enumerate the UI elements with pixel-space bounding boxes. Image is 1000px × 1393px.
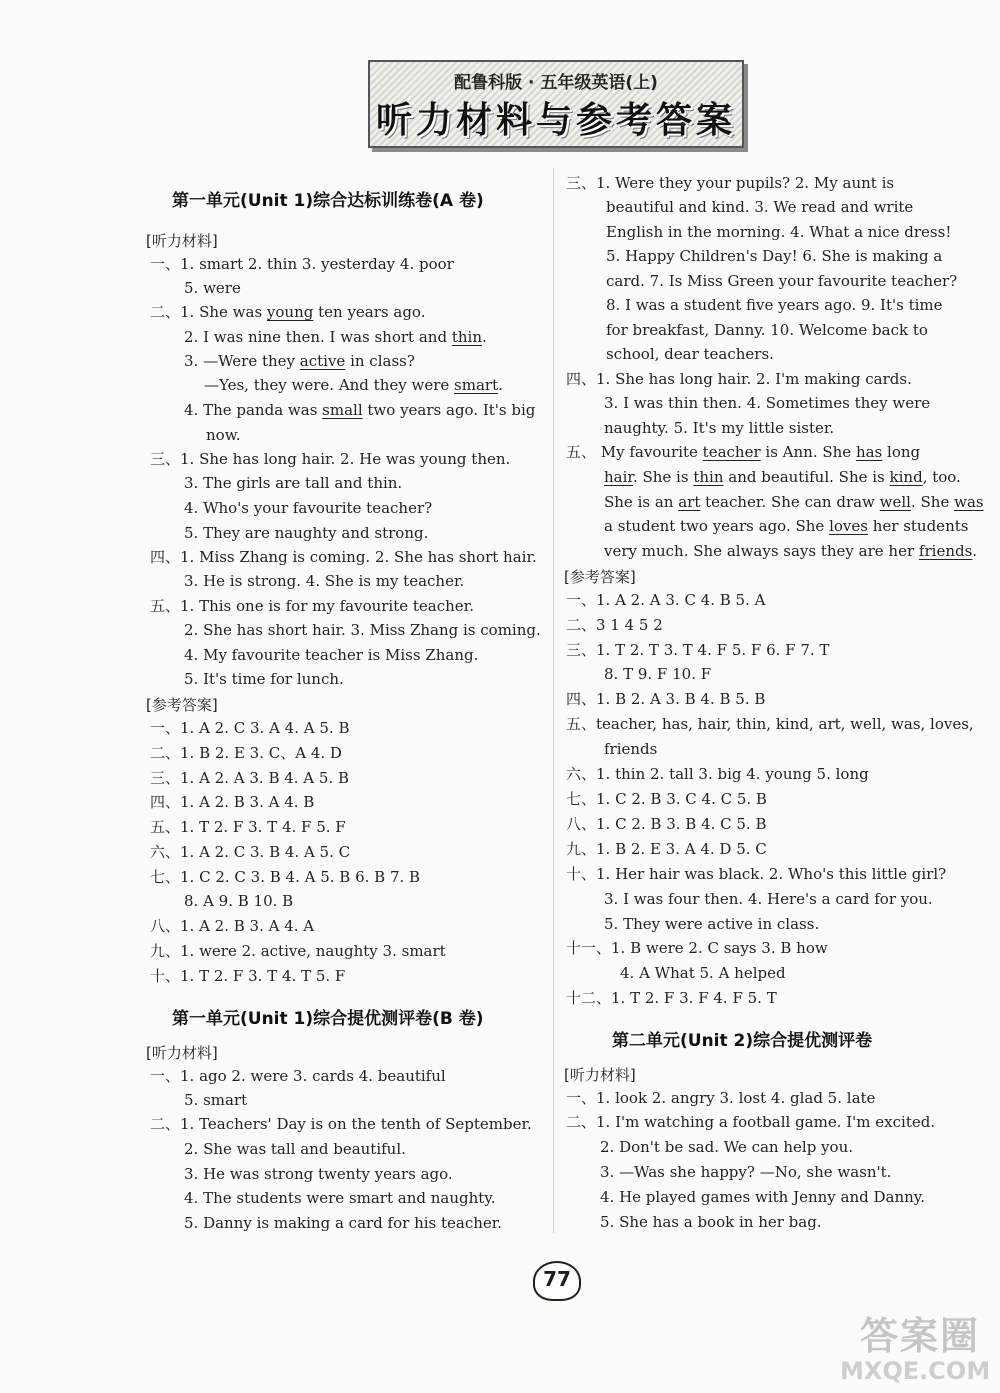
text-line	[184, 620, 541, 640]
line-text: 十、1. Her hair was black. 2. Who's this little girl?	[566, 865, 947, 883]
text-line	[606, 246, 942, 266]
text-line	[606, 344, 774, 364]
page-number-badge	[515, 1257, 595, 1301]
line-text: 四、1. Miss Zhang is coming. 2. She has short hair.	[150, 548, 537, 566]
line-text: 九、1. were 2. active, naughty 3. smart	[150, 942, 446, 960]
line-text: now.	[206, 426, 241, 444]
text-line	[566, 173, 894, 193]
text-line	[150, 1066, 446, 1086]
text-line	[184, 1188, 496, 1208]
section-title: 第二单元(Unit 2)综合提优测评卷	[612, 1031, 873, 1051]
underlined-word: small	[322, 401, 363, 419]
line-text: . She	[910, 493, 955, 511]
line-text: ten years ago.	[313, 303, 426, 321]
line-text: 5. They are naughty and strong.	[184, 524, 429, 542]
text-line	[606, 271, 957, 291]
line-text: 8. A 9. B 10. B	[184, 892, 294, 910]
text-line	[150, 966, 345, 986]
text-line	[566, 814, 767, 834]
text-line	[604, 418, 834, 438]
text-line	[566, 1112, 935, 1132]
line-text: 七、1. C 2. B 3. C 4. C 5. B	[566, 790, 767, 808]
line-text: for breakfast, Danny. 10. Welcome back to	[606, 321, 928, 339]
underlined-word: well	[879, 493, 911, 511]
text-line	[604, 393, 930, 413]
underlined-word: smart	[454, 376, 499, 394]
text-line	[204, 375, 503, 395]
line-text: 四、1. B 2. A 3. B 4. B 5. B	[566, 690, 766, 708]
line-text: 8. T 9. F 10. F	[604, 665, 712, 683]
text-line	[150, 792, 314, 812]
text-line	[150, 867, 420, 887]
line-text: 3. I was thin then. 4. Sometimes they were	[604, 394, 931, 412]
line-text: 5. They were active in class.	[604, 915, 820, 933]
line-text: 二、1. I'm watching a football game. I'm excited.	[566, 1113, 936, 1131]
line-text: 五、teacher, has, hair, thin, kind, art, well, was, loves,	[566, 715, 974, 733]
text-line	[566, 689, 765, 709]
line-text: 二、1. She was	[150, 303, 267, 321]
column-divider	[553, 168, 554, 1233]
text-line	[606, 197, 913, 217]
line-text: 一、1. A 2. C 3. A 4. A 5. B	[150, 719, 350, 737]
text-line	[600, 1187, 925, 1207]
text-line	[604, 914, 819, 934]
underlined-word: kind	[889, 468, 923, 486]
text-line	[566, 714, 974, 734]
line-text: She is an	[604, 493, 679, 511]
underlined-word: was	[954, 493, 984, 511]
line-text: 5. Danny is making a card for his teacher.	[184, 1214, 503, 1232]
line-text: 一、1. ago 2. were 3. cards 4. beautiful	[150, 1067, 446, 1085]
line-text: 十、1. T 2. F 3. T 4. T 5. F	[150, 967, 346, 985]
line-text: —Yes, they were. And they were	[204, 376, 455, 394]
line-text: 四、1. A 2. B 3. A 4. B	[150, 793, 315, 811]
line-text: and beautiful. She is	[723, 468, 890, 486]
text-line	[566, 369, 912, 389]
section-title: 第一单元(Unit 1)综合达标训练卷(A 卷)	[172, 191, 484, 211]
text-line	[606, 320, 928, 340]
text-line	[184, 571, 464, 591]
section-tag: [ 听力材料 ]	[146, 1042, 218, 1063]
line-text: friends	[604, 740, 658, 758]
line-text: card. 7. Is Miss Green your favourite teacher?	[606, 272, 958, 290]
text-line	[566, 640, 829, 660]
text-line	[566, 839, 767, 859]
text-line	[184, 891, 293, 911]
watermark	[820, 1305, 990, 1389]
text-line	[184, 351, 415, 371]
text-line	[184, 400, 535, 420]
line-text: 3. —Was she happy? —No, she wasn't.	[600, 1163, 892, 1181]
text-line	[566, 590, 765, 610]
watermark-logo: 答案圈	[860, 1314, 981, 1358]
line-text: 二、1. Teachers' Day is on the tenth of September.	[150, 1115, 532, 1133]
line-text: 一、1. smart 2. thin 3. yesterday 4. poor	[150, 255, 454, 273]
line-text: 二、1. B 2. E 3. C、A 4. D	[150, 744, 342, 762]
line-text: 5. were	[184, 279, 241, 297]
text-line	[604, 739, 657, 759]
text-line	[150, 254, 454, 274]
line-text: 六、1. A 2. C 3. B 4. A 5. C	[150, 843, 351, 861]
text-line	[606, 295, 943, 315]
line-text: 六、1. thin 2. tall 3. big 4. young 5. long	[566, 765, 869, 783]
text-line	[604, 889, 933, 909]
section-tag: [ 听力材料 ]	[564, 1064, 636, 1085]
text-line	[604, 492, 984, 512]
line-text: 2. Don't be sad. We can help you.	[600, 1138, 853, 1156]
line-text: 2. She was tall and beautiful.	[184, 1140, 406, 1158]
line-text: 三、1. A 2. A 3. B 4. A 5. B	[150, 769, 350, 787]
line-text: 8. I was a student five years ago. 9. It's time	[606, 296, 943, 314]
text-line	[566, 764, 869, 784]
text-line	[150, 941, 446, 961]
line-text: .	[498, 376, 503, 394]
line-text: 4. The students were smart and naughty.	[184, 1189, 496, 1207]
line-text: 三、1. Were they your pupils? 2. My aunt is	[566, 174, 895, 192]
text-line	[184, 278, 241, 298]
underlined-word: art	[678, 493, 701, 511]
page-number: 77	[543, 1267, 571, 1291]
line-text: 一、1. A 2. A 3. C 4. B 5. A	[566, 591, 766, 609]
line-text: 三、1. She has long hair. 2. He was young then.	[150, 450, 511, 468]
line-text: 5. Happy Children's Day! 6. She is making a	[606, 247, 943, 265]
line-text: very much. She always says they are her	[604, 542, 919, 560]
text-line	[600, 1212, 822, 1232]
line-text: . She is	[632, 468, 694, 486]
section-tag: [ 参考答案 ]	[564, 566, 636, 587]
line-text: long	[882, 443, 921, 461]
line-text: English in the morning. 4. What a nice dress!	[606, 223, 952, 241]
section-tag: [ 听力材料 ]	[146, 230, 218, 251]
header-title: 听力材料与参考答案	[375, 100, 736, 141]
line-text: 九、1. B 2. E 3. A 4. D 5. C	[566, 840, 767, 858]
text-line	[206, 425, 241, 445]
underlined-word: friends	[918, 542, 973, 560]
line-text: school, dear teachers.	[606, 345, 774, 363]
header-subtitle: 配鲁科版 · 五年级英语(上)	[454, 73, 658, 93]
line-text: 3. I was four then. 4. Here's a card for you.	[604, 890, 933, 908]
line-text: 3. The girls are tall and thin.	[184, 474, 403, 492]
line-text: 3. —Were they	[184, 352, 300, 370]
line-text: teacher. She can draw	[700, 493, 880, 511]
text-line	[600, 1137, 853, 1157]
text-line	[566, 938, 828, 958]
line-text: 八、1. A 2. B 3. A 4. A	[150, 917, 315, 935]
line-text: 4. A What 5. A helped	[620, 964, 786, 982]
text-line	[184, 498, 432, 518]
text-line	[604, 467, 961, 487]
underlined-word: thin	[451, 328, 482, 346]
text-line	[566, 789, 767, 809]
text-line	[150, 842, 350, 862]
text-line	[150, 916, 314, 936]
line-text: 八、1. C 2. B 3. B 4. C 5. B	[566, 815, 767, 833]
page-header-banner	[368, 60, 744, 148]
line-text: a student two years ago. She	[604, 517, 830, 535]
line-text: 3. He was strong twenty years ago.	[184, 1165, 453, 1183]
line-text: 4. Who's your favourite teacher?	[184, 499, 433, 517]
text-line	[184, 1164, 453, 1184]
line-text: 十一、1. B were 2. C says 3. B how	[566, 939, 828, 957]
text-line	[150, 547, 537, 567]
line-text: 3. He is strong. 4. She is my teacher.	[184, 572, 465, 590]
line-text: beautiful and kind. 3. We read and write	[606, 198, 914, 216]
text-line	[150, 302, 425, 322]
text-line	[184, 473, 402, 493]
text-line	[604, 541, 977, 561]
line-text: 5. smart	[184, 1091, 248, 1109]
text-line	[566, 864, 946, 884]
underlined-word: active	[299, 352, 346, 370]
text-line	[184, 669, 344, 689]
line-text: 五、 My favourite	[566, 443, 703, 461]
text-line	[184, 1090, 247, 1110]
line-text: 五、1. This one is for my favourite teacher.	[150, 597, 474, 615]
line-text: 七、1. C 2. C 3. B 4. A 5. B 6. B 7. B	[150, 868, 421, 886]
text-line	[150, 743, 342, 763]
text-line	[566, 615, 663, 635]
text-line	[150, 718, 349, 738]
underlined-word: thin	[693, 468, 724, 486]
section-title: 第一单元(Unit 1)综合提优测评卷(B 卷)	[172, 1009, 484, 1029]
text-line	[150, 817, 346, 837]
text-line	[566, 988, 777, 1008]
line-text: 三、1. T 2. T 3. T 4. F 5. F 6. F 7. T	[566, 641, 830, 659]
line-text: .	[481, 328, 487, 346]
text-line	[184, 523, 428, 543]
line-text: 5. It's time for lunch.	[184, 670, 344, 688]
line-text: 4. The panda was	[184, 401, 323, 419]
text-line	[184, 1213, 502, 1233]
text-line	[150, 768, 349, 788]
underlined-word: young	[266, 303, 314, 321]
line-text: 二、3 1 4 5 2	[566, 616, 663, 634]
line-text: naughty. 5. It's my little sister.	[604, 419, 835, 437]
text-line	[566, 442, 920, 462]
line-text: .	[972, 542, 978, 560]
watermark-url: MXQE.COM	[840, 1357, 991, 1385]
line-text: 五、1. T 2. F 3. T 4. F 5. F	[150, 818, 346, 836]
line-text: 十二、1. T 2. F 3. F 4. F 5. T	[566, 989, 777, 1007]
text-line	[150, 1114, 532, 1134]
underlined-word: teacher	[702, 443, 761, 461]
text-line	[600, 1162, 891, 1182]
text-line	[566, 1088, 875, 1108]
line-text: 四、1. She has long hair. 2. I'm making cards.	[566, 370, 912, 388]
line-text: 4. He played games with Jenny and Danny.	[600, 1188, 926, 1206]
text-line	[604, 516, 968, 536]
text-line	[150, 449, 510, 469]
line-text: 2. I was nine then. I was short and	[184, 328, 452, 346]
text-line	[184, 1139, 406, 1159]
line-text: her students	[867, 517, 969, 535]
line-text: , too.	[922, 468, 961, 486]
line-text: in class?	[345, 352, 415, 370]
underlined-word: hair	[604, 468, 633, 486]
line-text: is Ann. She	[760, 443, 856, 461]
text-line	[184, 645, 478, 665]
text-line	[606, 222, 951, 242]
text-line	[604, 664, 711, 684]
underlined-word: loves	[829, 517, 868, 535]
section-tag: [ 参考答案 ]	[146, 694, 218, 715]
line-text: 4. My favourite teacher is Miss Zhang.	[184, 646, 479, 664]
line-text: 一、1. look 2. angry 3. lost 4. glad 5. late	[566, 1089, 876, 1107]
line-text: 2. She has short hair. 3. Miss Zhang is coming.	[184, 621, 541, 639]
line-text: 5. She has a book in her bag.	[600, 1213, 822, 1231]
text-line	[184, 327, 487, 347]
text-line	[620, 963, 786, 983]
underlined-word: has	[855, 443, 883, 461]
text-line	[150, 596, 474, 616]
line-text: two years ago. It's big	[362, 401, 536, 419]
